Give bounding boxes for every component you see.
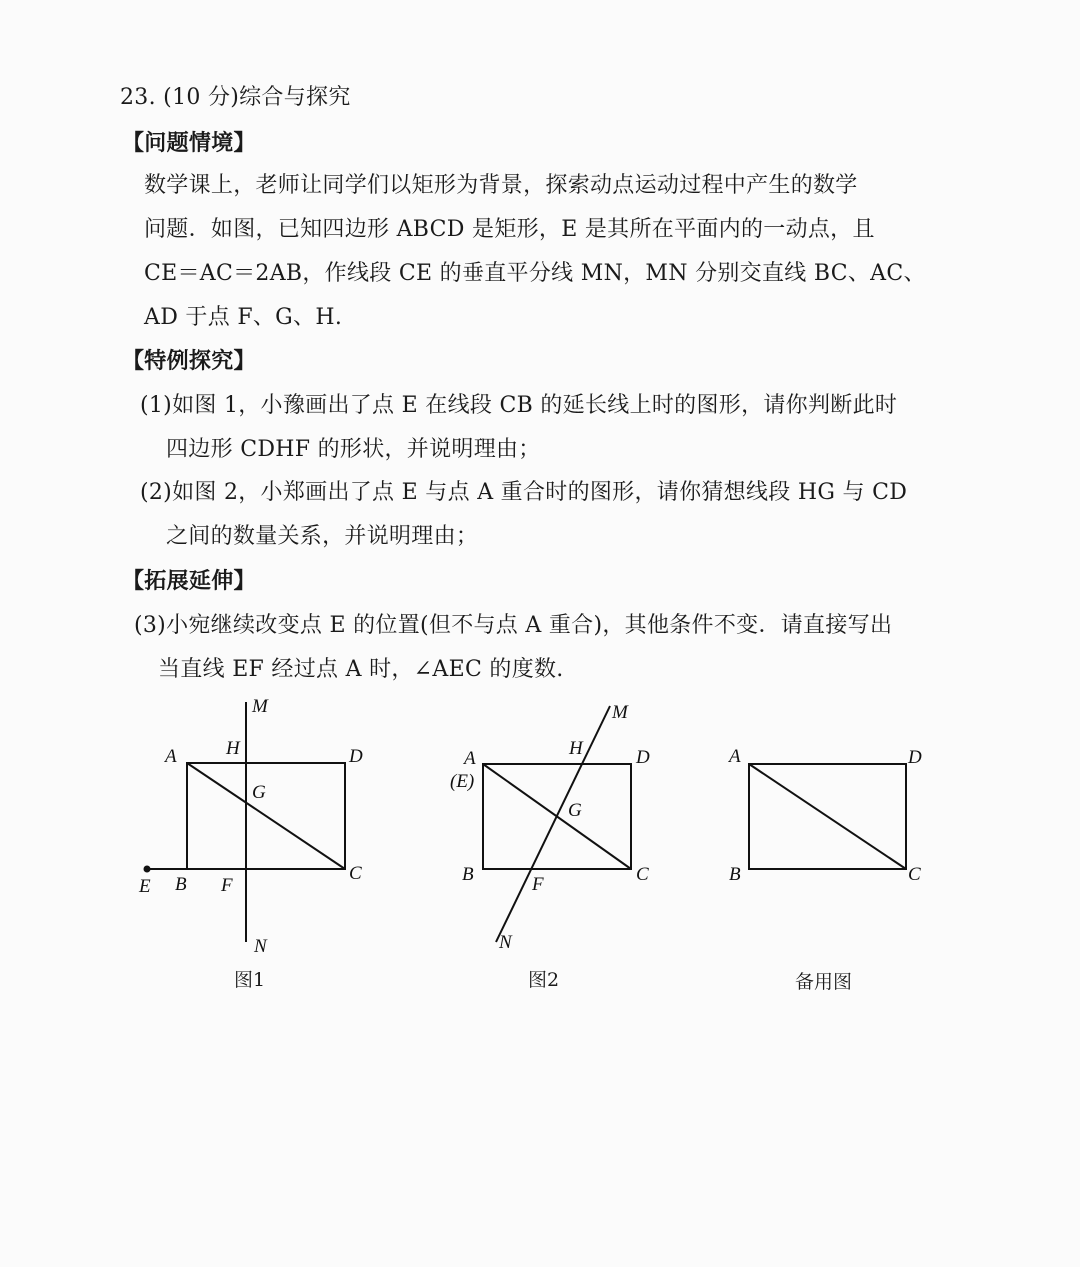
problem-header: 23. (10 分)综合与探究 bbox=[120, 85, 351, 110]
q3-line-1: (3)小宛继续改变点 E 的位置(但不与点 A 重合)，其他条件不变．请直接写出 bbox=[134, 613, 893, 638]
situation-line-1: 数学课上，老师让同学们以矩形为背景，探索动点运动过程中产生的数学 bbox=[144, 173, 858, 198]
line-mn bbox=[496, 706, 610, 942]
q2-line-1: (2)如图 2，小郑画出了点 E 与点 A 重合时的图形，请你猜想线段 HG 与 CD bbox=[140, 480, 908, 505]
label-g: G bbox=[568, 800, 582, 821]
label-d: D bbox=[908, 747, 922, 768]
diagonal-ac bbox=[187, 763, 345, 869]
label-e: (E) bbox=[450, 771, 475, 792]
label-h: H bbox=[226, 738, 240, 759]
figure-1-svg bbox=[130, 690, 380, 960]
label-b: B bbox=[729, 864, 741, 885]
label-g: G bbox=[252, 782, 266, 803]
q2-line-2: 之间的数量关系，并说明理由； bbox=[166, 524, 479, 549]
section-title-extension: 【拓展延伸】 bbox=[122, 568, 256, 594]
figure-backup bbox=[720, 690, 940, 910]
figure-1 bbox=[130, 690, 380, 960]
label-b: B bbox=[175, 874, 187, 895]
label-m: M bbox=[252, 696, 268, 717]
label-c: C bbox=[349, 863, 362, 884]
label-h: H bbox=[569, 738, 583, 759]
label-a: A bbox=[464, 748, 476, 769]
label-b: B bbox=[462, 864, 474, 885]
figure-backup-caption: 备用图 bbox=[795, 971, 853, 993]
label-a: A bbox=[729, 746, 741, 767]
label-f: F bbox=[221, 875, 233, 896]
situation-line-3: CE＝AC＝2AB，作线段 CE 的垂直平分线 MN，MN 分别交直线 BC、AC、 bbox=[144, 261, 926, 286]
situation-line-4: AD 于点 F、G、H. bbox=[144, 305, 343, 330]
figure-1-caption: 图1 bbox=[234, 969, 266, 991]
situation-line-2: 问题．如图，已知四边形 ABCD 是矩形，E 是其所在平面内的一动点，且 bbox=[144, 217, 875, 242]
figure-2-svg bbox=[440, 690, 670, 960]
label-n: N bbox=[254, 936, 267, 957]
label-d: D bbox=[636, 747, 650, 768]
q1-line-1: (1)如图 1，小豫画出了点 E 在线段 CB 的延长线上时的图形，请你判断此时 bbox=[140, 393, 898, 418]
diagonal-ac bbox=[749, 764, 906, 869]
figure-2-caption: 图2 bbox=[528, 969, 560, 991]
label-n: N bbox=[499, 932, 512, 953]
label-c: C bbox=[908, 864, 921, 885]
label-f: F bbox=[532, 874, 544, 895]
figure-2 bbox=[440, 690, 670, 960]
label-c: C bbox=[636, 864, 649, 885]
q3-line-2: 当直线 EF 经过点 A 时，∠AEC 的度数. bbox=[158, 657, 564, 682]
figure-backup-svg bbox=[720, 690, 940, 910]
label-a: A bbox=[165, 746, 177, 767]
point-e bbox=[144, 866, 151, 873]
label-d: D bbox=[349, 746, 363, 767]
section-title-special: 【特例探究】 bbox=[122, 348, 256, 374]
label-m: M bbox=[612, 702, 628, 723]
q1-line-2: 四边形 CDHF 的形状，并说明理由； bbox=[166, 437, 541, 462]
section-title-situation: 【问题情境】 bbox=[122, 130, 256, 156]
label-e: E bbox=[139, 876, 151, 897]
